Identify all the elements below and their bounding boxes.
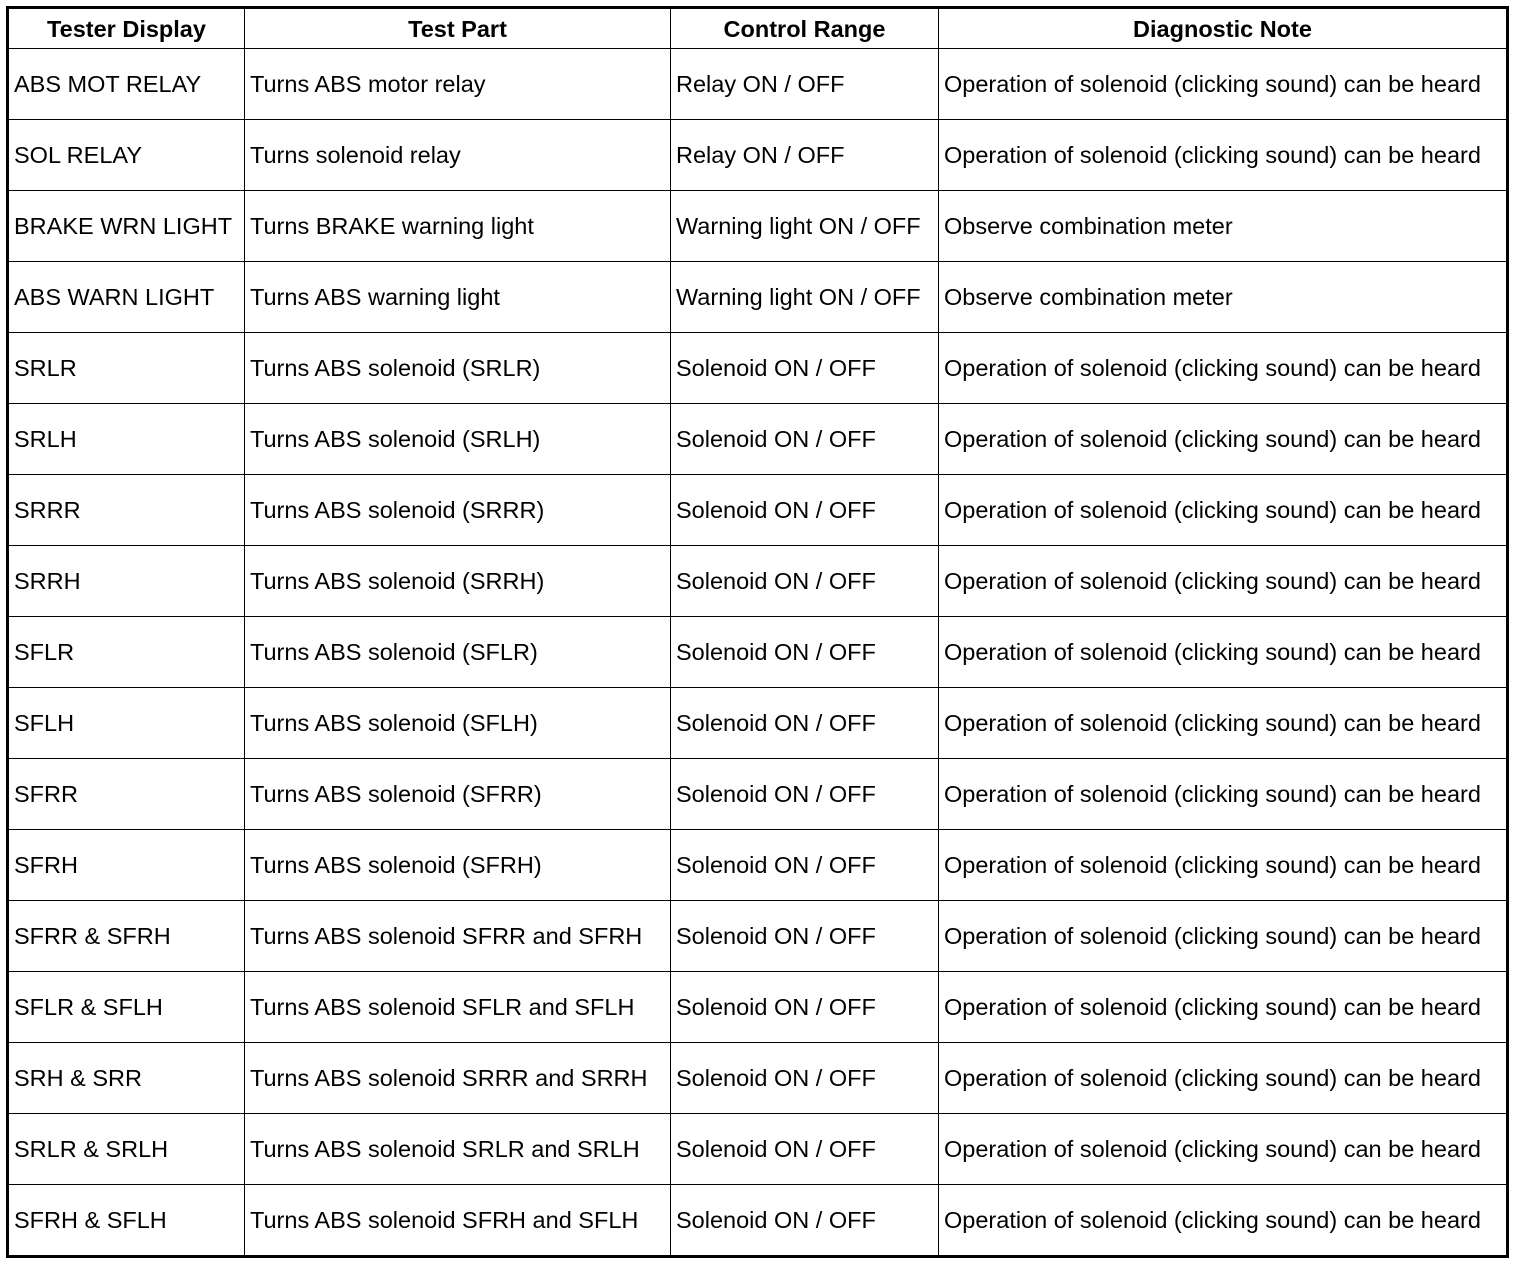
tester-display-cell: SRRR [8,475,245,546]
header-control-range: Control Range [671,8,939,49]
test-part-cell: Turns ABS solenoid (SFLH) [245,688,671,759]
table-row [8,546,1508,617]
test-part-cell: Turns ABS solenoid SRLR and SRLH [245,1114,671,1185]
tester-display-cell: SFRR [8,759,245,830]
test-part-cell: Turns ABS warning light [245,262,671,333]
diagnostic-note-cell: Operation of solenoid (clicking sound) can be heard [939,1114,1508,1185]
header-tester-display: Tester Display [8,8,245,49]
tester-display-cell: SRH & SRR [8,1043,245,1114]
table-row [8,759,1508,830]
test-part-cell: Turns ABS solenoid (SRLR) [245,333,671,404]
table-row [8,49,1508,120]
control-range-cell: Relay ON / OFF [671,49,939,120]
tester-display-cell: SRLR [8,333,245,404]
control-range-cell: Warning light ON / OFF [671,191,939,262]
table-row [8,617,1508,688]
test-part-cell: Turns ABS solenoid SFLR and SFLH [245,972,671,1043]
table-row [8,901,1508,972]
diagnostic-note-cell: Operation of solenoid (clicking sound) can be heard [939,901,1508,972]
table-row [8,120,1508,191]
test-part-cell: Turns ABS solenoid (SRRR) [245,475,671,546]
tester-display-cell: SOL RELAY [8,120,245,191]
table-row [8,191,1508,262]
tester-display-cell: BRAKE WRN LIGHT [8,191,245,262]
tester-display-cell: SFRH & SFLH [8,1185,245,1257]
diagnostic-note-cell: Operation of solenoid (clicking sound) can be heard [939,617,1508,688]
control-range-cell: Solenoid ON / OFF [671,901,939,972]
tester-display-cell: ABS MOT RELAY [8,49,245,120]
test-part-cell: Turns ABS solenoid (SFLR) [245,617,671,688]
diagnostic-note-cell: Operation of solenoid (clicking sound) can be heard [939,1185,1508,1257]
test-part-cell: Turns ABS solenoid (SRLH) [245,404,671,475]
header-diagnostic-note: Diagnostic Note [939,8,1508,49]
table-row [8,1114,1508,1185]
table-row [8,404,1508,475]
test-part-cell: Turns BRAKE warning light [245,191,671,262]
diagnostic-note-cell: Operation of solenoid (clicking sound) can be heard [939,333,1508,404]
test-part-cell: Turns ABS solenoid SFRH and SFLH [245,1185,671,1257]
control-range-cell: Solenoid ON / OFF [671,475,939,546]
diagnostic-note-cell: Operation of solenoid (clicking sound) can be heard [939,688,1508,759]
diagnostic-note-cell: Operation of solenoid (clicking sound) can be heard [939,475,1508,546]
control-range-cell: Solenoid ON / OFF [671,404,939,475]
diagnostic-note-cell: Operation of solenoid (clicking sound) can be heard [939,49,1508,120]
table-body [8,49,1508,1257]
diagnostic-note-cell: Observe combination meter [939,191,1508,262]
tester-display-cell: SRRH [8,546,245,617]
active-test-table [6,6,1509,1258]
diagnostic-note-cell: Operation of solenoid (clicking sound) can be heard [939,546,1508,617]
diagnostic-note-cell: Operation of solenoid (clicking sound) can be heard [939,120,1508,191]
tester-display-cell: SFRH [8,830,245,901]
control-range-cell: Solenoid ON / OFF [671,759,939,830]
tester-display-cell: SRLH [8,404,245,475]
test-part-cell: Turns ABS solenoid SRRR and SRRH [245,1043,671,1114]
control-range-cell: Solenoid ON / OFF [671,546,939,617]
tester-display-cell: SFLR & SFLH [8,972,245,1043]
control-range-cell: Solenoid ON / OFF [671,972,939,1043]
table-row [8,475,1508,546]
control-range-cell: Warning light ON / OFF [671,262,939,333]
control-range-cell: Solenoid ON / OFF [671,1043,939,1114]
table-row [8,830,1508,901]
test-part-cell: Turns ABS solenoid (SFRH) [245,830,671,901]
table-row [8,688,1508,759]
tester-display-cell: SFLR [8,617,245,688]
table-row [8,972,1508,1043]
control-range-cell: Solenoid ON / OFF [671,688,939,759]
control-range-cell: Relay ON / OFF [671,120,939,191]
control-range-cell: Solenoid ON / OFF [671,1114,939,1185]
control-range-cell: Solenoid ON / OFF [671,333,939,404]
table-row [8,1185,1508,1257]
diagnostic-note-cell: Operation of solenoid (clicking sound) can be heard [939,830,1508,901]
test-part-cell: Turns ABS motor relay [245,49,671,120]
table-row [8,333,1508,404]
diagnostic-note-cell: Operation of solenoid (clicking sound) can be heard [939,404,1508,475]
test-part-cell: Turns solenoid relay [245,120,671,191]
control-range-cell: Solenoid ON / OFF [671,1185,939,1257]
table-header [8,8,1508,49]
diagnostic-note-cell: Observe combination meter [939,262,1508,333]
tester-display-cell: SRLR & SRLH [8,1114,245,1185]
test-part-cell: Turns ABS solenoid (SFRR) [245,759,671,830]
diagnostic-note-cell: Operation of solenoid (clicking sound) can be heard [939,1043,1508,1114]
test-part-cell: Turns ABS solenoid SFRR and SFRH [245,901,671,972]
tester-display-cell: ABS WARN LIGHT [8,262,245,333]
diagnostic-note-cell: Operation of solenoid (clicking sound) can be heard [939,759,1508,830]
test-part-cell: Turns ABS solenoid (SRRH) [245,546,671,617]
table-row [8,1043,1508,1114]
tester-display-cell: SFLH [8,688,245,759]
control-range-cell: Solenoid ON / OFF [671,830,939,901]
header-test-part: Test Part [245,8,671,49]
table-row [8,262,1508,333]
control-range-cell: Solenoid ON / OFF [671,617,939,688]
header-row [8,8,1508,49]
diagnostic-note-cell: Operation of solenoid (clicking sound) can be heard [939,972,1508,1043]
tester-display-cell: SFRR & SFRH [8,901,245,972]
